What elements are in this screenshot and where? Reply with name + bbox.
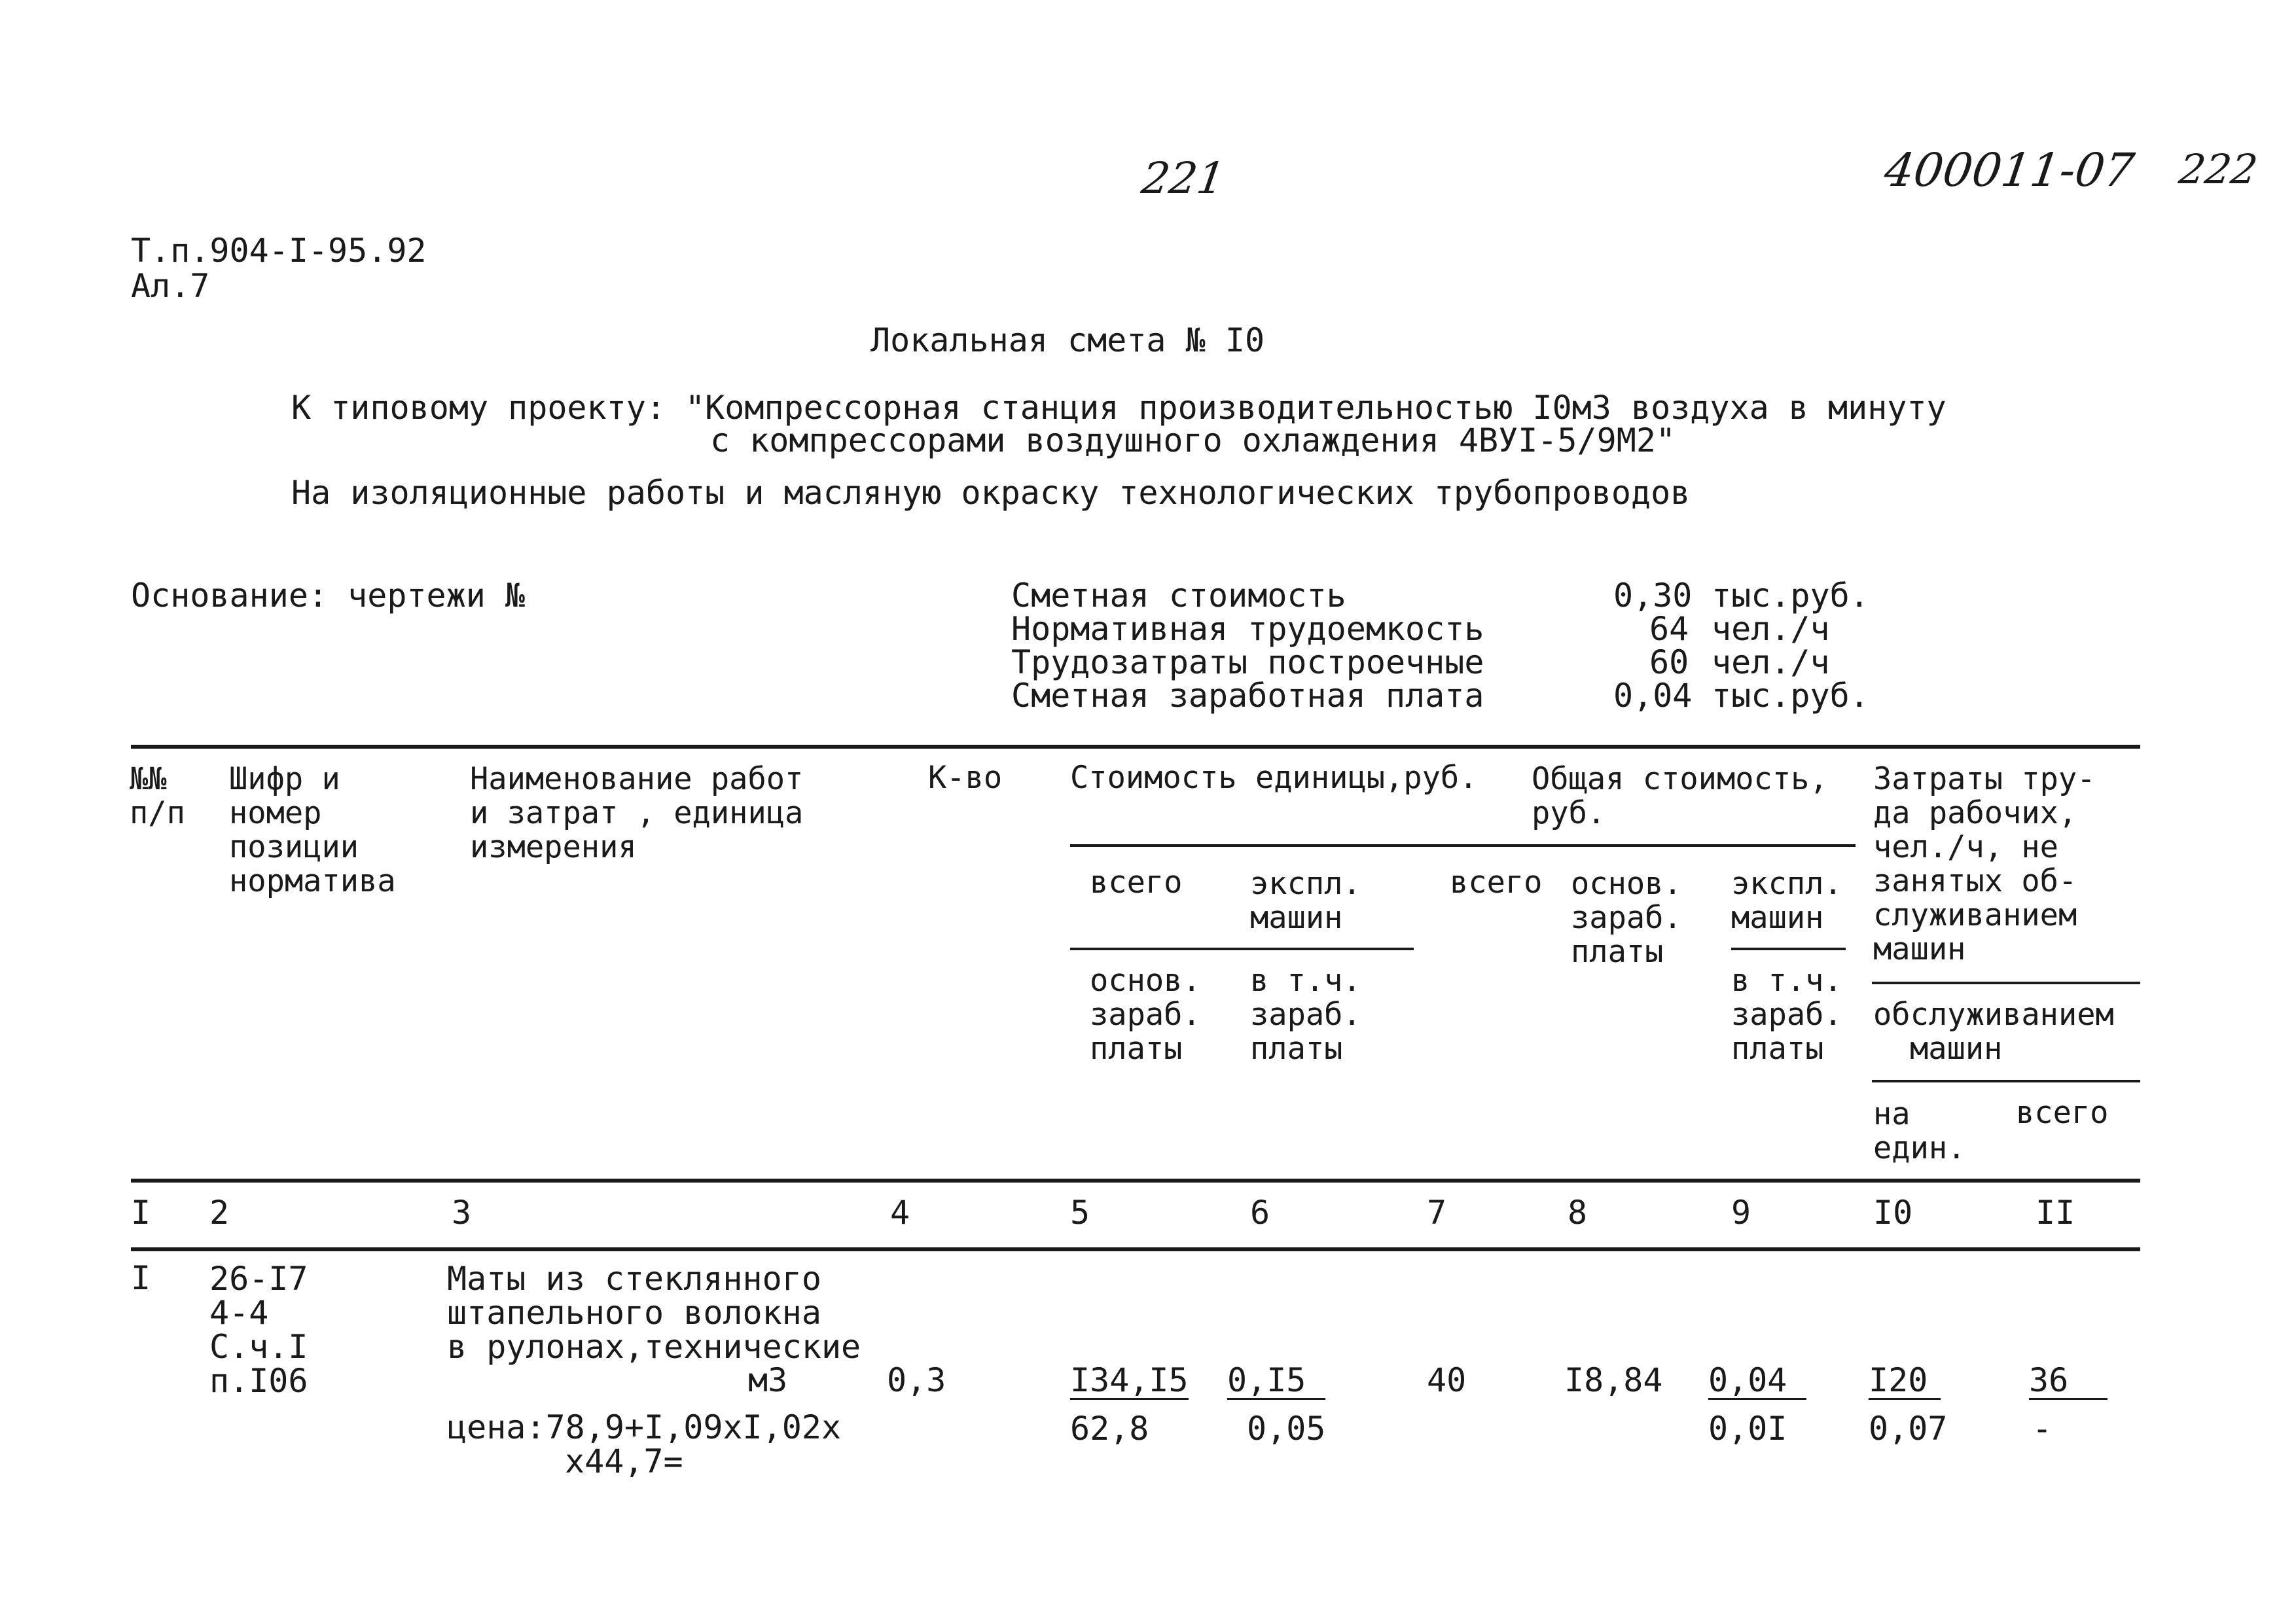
unit-cost-sub-rule [1070, 948, 1414, 950]
row-labor-per-unit: I20 [1869, 1364, 1941, 1400]
summary-unit-labor-norm: чел./ч [1712, 610, 1830, 648]
estimate-title: Локальная смета № I0 [870, 321, 1265, 359]
header-unit-machines: экспл. машин [1250, 866, 1361, 936]
total-mach-sub-rule [1731, 948, 1846, 950]
column-number: 2 [209, 1194, 230, 1232]
project-reference: Т.п.904-I-95.92 [131, 232, 427, 270]
header-row-number: №№ п/п [130, 761, 185, 831]
header-labor-total: всего [2016, 1095, 2109, 1131]
column-numbers-top-rule [131, 1179, 2140, 1183]
column-number: 8 [1568, 1194, 1588, 1232]
header-labor-service: обслуживанием машин [1873, 997, 2114, 1067]
column-number: 7 [1427, 1194, 1447, 1232]
row-labor-service-total: - [2032, 1410, 2053, 1448]
summary-unit-wage: тыс.руб. [1712, 677, 1869, 715]
row-unit: м3 [748, 1361, 788, 1399]
row-number: I [131, 1259, 151, 1297]
handwritten-page-number: 221 [1138, 153, 1229, 204]
header-unit-wage: основ. зараб. платы [1090, 963, 1201, 1067]
header-total-all: всего [1450, 865, 1543, 901]
row-unit-wage: 62,8 [1070, 1410, 1149, 1448]
header-total-cost: Общая стоимость, руб. [1532, 761, 1828, 831]
table-top-rule [131, 745, 2140, 749]
project-line-2: с компрессорами воздушного охлаждения 4ВУI-5/9М2" [710, 421, 1676, 459]
summary-label-cost: Сметная стоимость [1011, 577, 1346, 615]
row-quantity: 0,3 [887, 1361, 946, 1399]
column-number: 6 [1250, 1194, 1270, 1232]
summary-value-wage: 0,04 [1613, 677, 1693, 715]
header-work-name: Наименование работ и затрат , единица измерения [470, 761, 804, 865]
header-total-wage: основ. зараб. платы [1571, 866, 1682, 970]
basis-label: Основание: чертежи № [131, 577, 526, 615]
column-number: 5 [1070, 1194, 1090, 1232]
header-unit-incl-wage: в т.ч. зараб. платы [1250, 963, 1361, 1067]
labor-sub-rule [1872, 982, 2140, 984]
column-number: 3 [452, 1194, 472, 1232]
column-number: 4 [890, 1194, 910, 1232]
row-labor-total: 36 [2029, 1364, 2108, 1400]
summary-label-labor-norm: Нормативная трудоемкость [1011, 610, 1484, 648]
column-number: 9 [1731, 1194, 1751, 1232]
summary-label-labor-site: Трудозатраты построечные [1011, 643, 1484, 681]
header-labor-per-unit: на един. [1873, 1096, 1966, 1166]
column-numbers-bottom-rule [131, 1247, 2140, 1251]
row-work-name: Маты из стеклянного штапельного волокна в рулонах,технические [447, 1260, 861, 1366]
handwritten-sheet-number: 222 [2176, 145, 2261, 193]
summary-unit-cost: тыс.руб. [1712, 577, 1869, 615]
summary-value-labor-norm: 64 [1649, 610, 1689, 648]
header-unit-total: всего [1090, 865, 1183, 901]
header-quantity: К-во [928, 760, 1003, 796]
purpose-line: На изоляционные работы и масляную окраску технологических трубопроводов [291, 474, 1691, 512]
summary-unit-labor-site: чел./ч [1712, 643, 1830, 681]
header-unit-cost: Стоимость единицы,руб. [1070, 760, 1478, 796]
row-unit-machines: 0,I5 [1227, 1364, 1325, 1400]
summary-value-labor-site: 60 [1649, 643, 1689, 681]
summary-value-cost: 0,30 [1613, 577, 1693, 615]
row-total-wage: I8,84 [1564, 1361, 1663, 1399]
column-number: II [2036, 1194, 2075, 1232]
labor-sub-rule-2 [1872, 1080, 2140, 1082]
row-unit-machines-wage: 0,05 [1247, 1410, 1326, 1448]
header-total-machines: экспл. машин [1731, 866, 1842, 936]
row-labor-service-unit: 0,07 [1869, 1410, 1948, 1448]
header-total-incl-wage: в т.ч. зараб. платы [1731, 963, 1842, 1067]
header-labor: Затраты тру- да рабочих, чел./ч, не занятых об- служиванием машин [1873, 761, 2096, 967]
column-number: I [131, 1194, 151, 1232]
project-line-1: К типовому проекту: "Компрессорная станция производительностью I0м3 воздуха в минуту [291, 389, 1946, 427]
header-norm-code: Шифр и номер позиции норматива [229, 761, 396, 899]
cost-header-rule [1070, 844, 1856, 847]
row-total-machines: 0,04 [1708, 1364, 1806, 1400]
row-norm-code: 26-I7 4-4 С.ч.I п.I06 [209, 1260, 308, 1400]
row-total-machines-wage: 0,0I [1708, 1410, 1787, 1448]
summary-label-wage: Сметная заработная плата [1011, 677, 1484, 715]
row-price-calculation: цена:78,9+I,09хI,02х х44,7= [447, 1408, 842, 1480]
column-number: I0 [1873, 1194, 1913, 1232]
album-reference: Ал.7 [131, 267, 210, 305]
row-unit-total: I34,I5 [1070, 1361, 1189, 1399]
row-total: 40 [1427, 1361, 1467, 1399]
handwritten-doc-code: 400011-07 [1881, 143, 2138, 197]
